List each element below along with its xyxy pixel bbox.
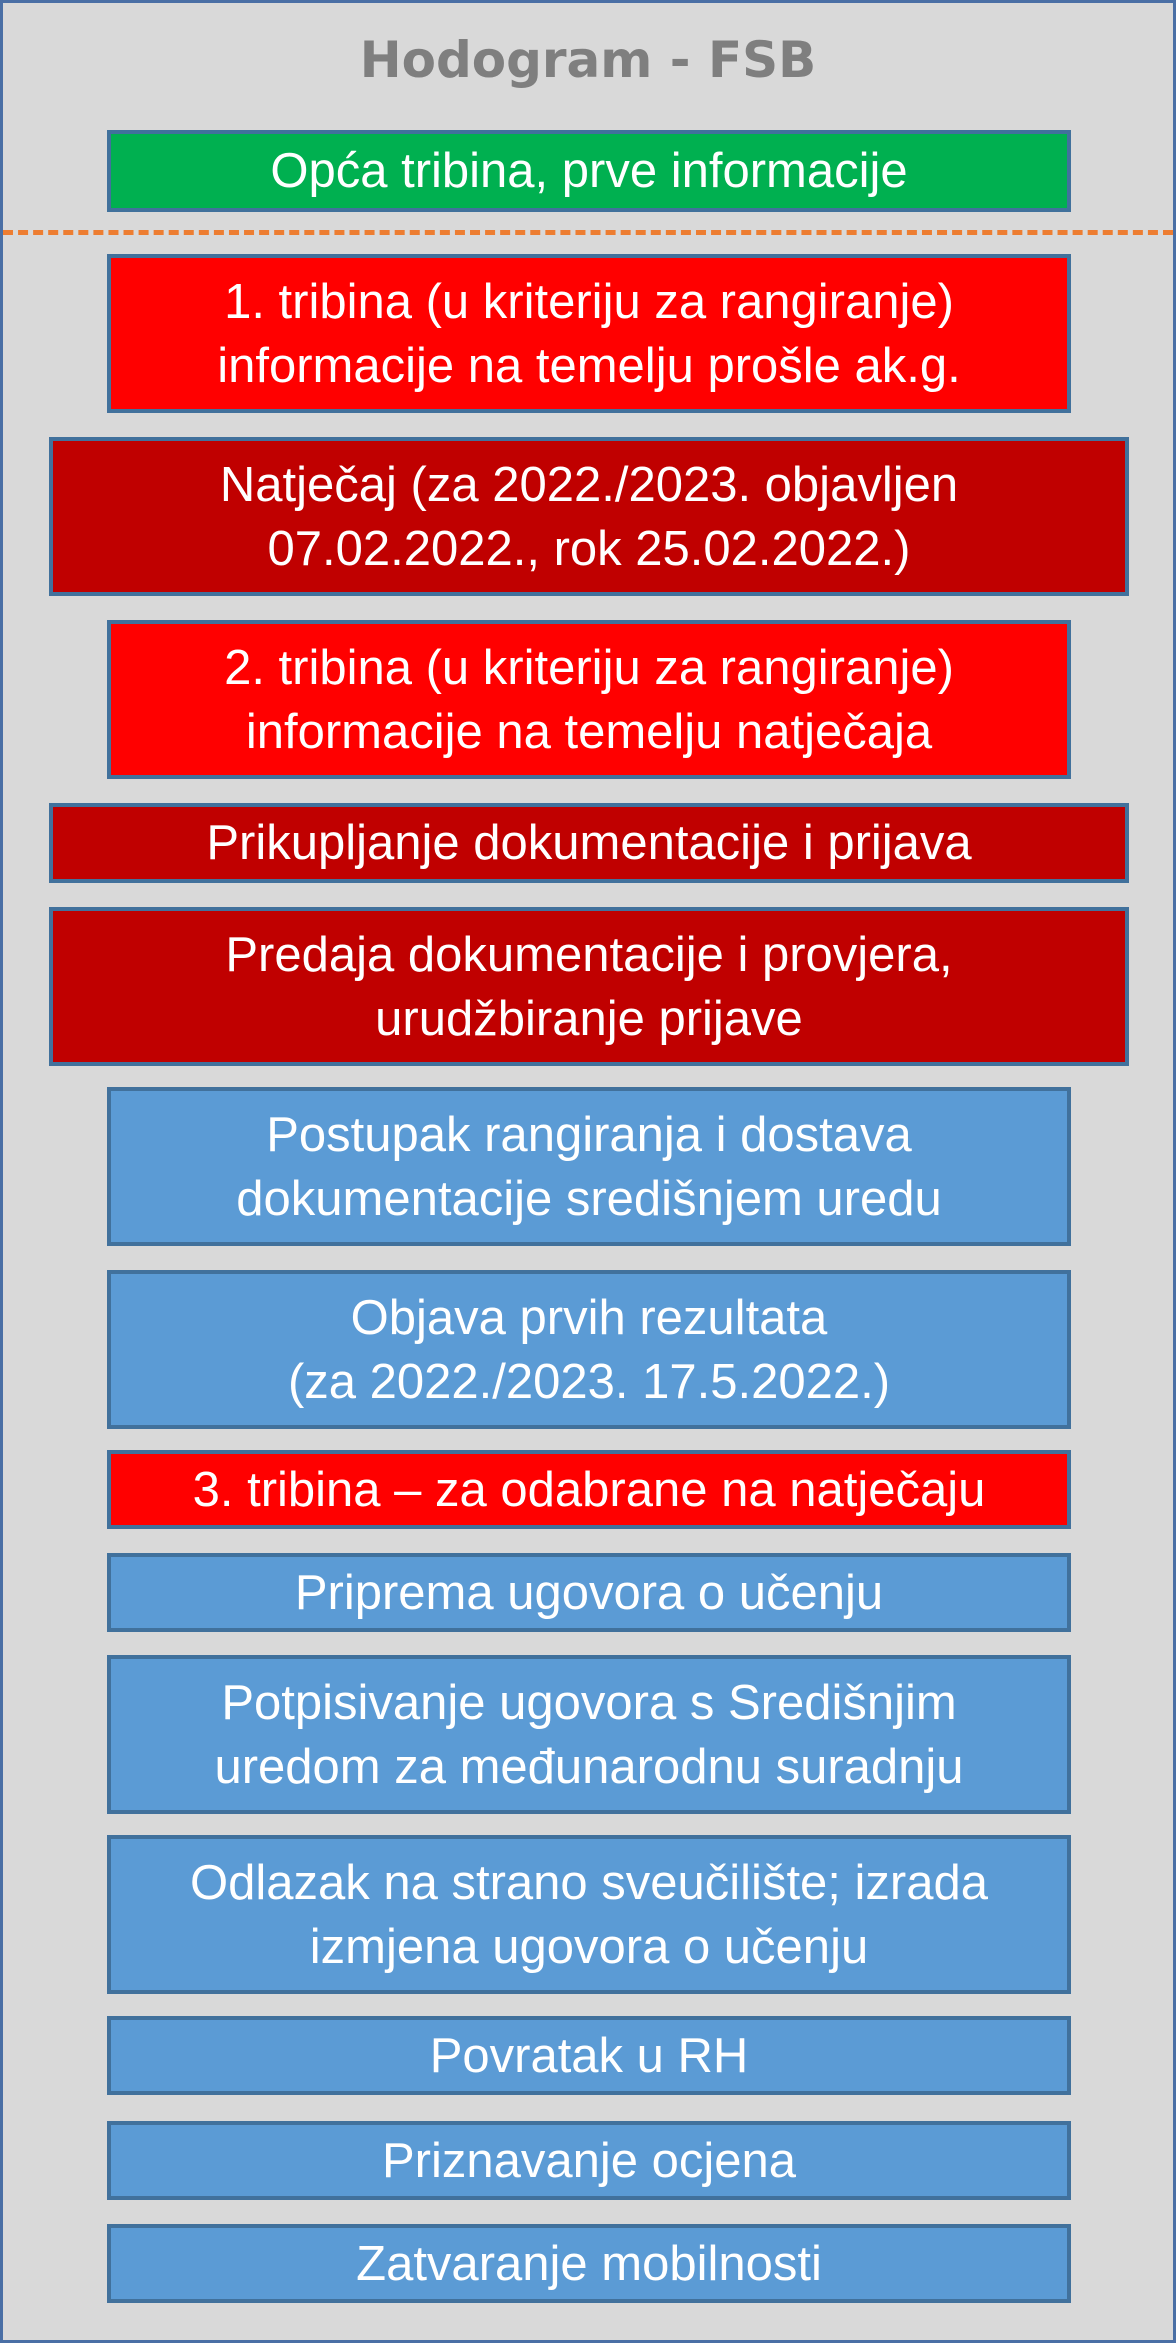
step-odlazak: Odlazak na strano sveučilište; izrada izmjena ugovora o učenju	[107, 1835, 1071, 1994]
step-priprema-ugovora: Priprema ugovora o učenju	[107, 1553, 1071, 1632]
step-povratak: Povratak u RH	[107, 2016, 1071, 2095]
step-objava-rezultata: Objava prvih rezultata (za 2022./2023. 17.5.2022.)	[107, 1270, 1071, 1429]
step-natjecaj: Natječaj (za 2022./2023. objavljen 07.02.2022., rok 25.02.2022.)	[49, 437, 1129, 596]
step-prva-tribina: 1. tribina (u kriteriju za rangiranje) informacije na temelju prošle ak.g.	[107, 254, 1071, 413]
step-potpisivanje: Potpisivanje ugovora s Središnjim uredom za međunarodnu suradnju	[107, 1655, 1071, 1814]
step-prikupljanje: Prikupljanje dokumentacije i prijava	[49, 803, 1129, 883]
step-predaja: Predaja dokumentacije i provjera, urudžbiranje prijave	[49, 907, 1129, 1066]
step-druga-tribina: 2. tribina (u kriteriju za rangiranje) informacije na temelju natječaja	[107, 620, 1071, 779]
diagram-title: Hodogram - FSB	[359, 31, 817, 89]
step-zatvaranje: Zatvaranje mobilnosti	[107, 2224, 1071, 2303]
step-priznavanje: Priznavanje ocjena	[107, 2121, 1071, 2200]
step-opca-tribina: Opća tribina, prve informacije	[107, 130, 1071, 212]
step-treca-tribina: 3. tribina – za odabrane na natječaju	[107, 1450, 1071, 1529]
step-rangiranje: Postupak rangiranja i dostava dokumentacije središnjem uredu	[107, 1087, 1071, 1246]
dashed-divider	[3, 230, 1173, 235]
